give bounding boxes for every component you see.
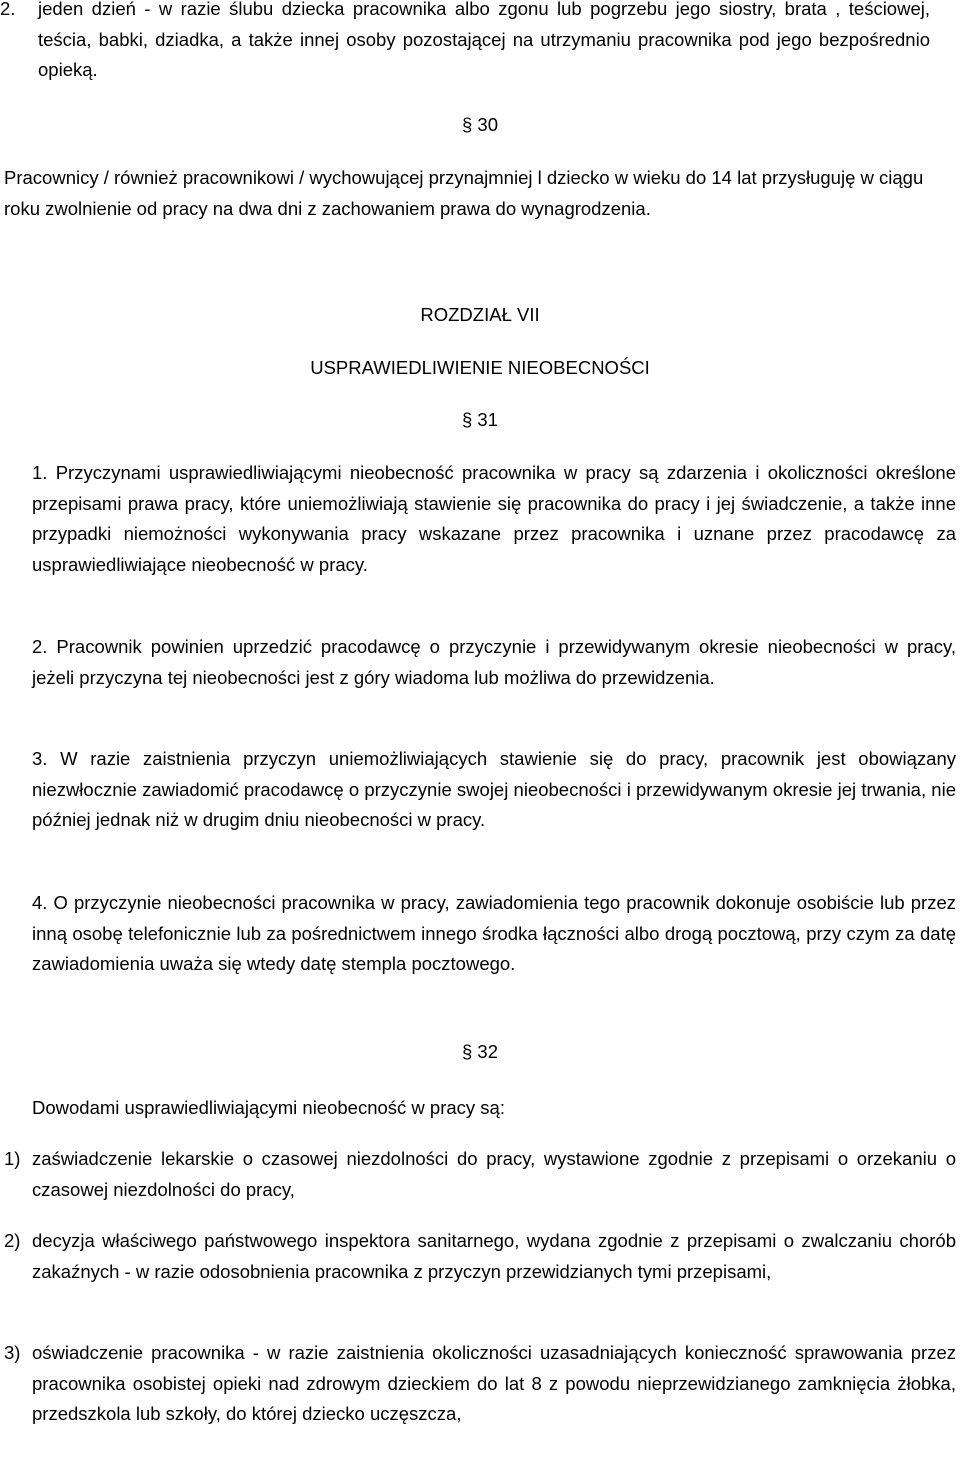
list-item-text: decyzja właściwego państwowego inspektora sanitarnego, wydana zgodnie z przepisami o zwalczaniu chorób zakaźnych - w razie odosobnienia pracownika z przyczyn przewidzianych tymi przepisami, [32, 1230, 956, 1282]
section-31-heading: § 31 [0, 405, 960, 436]
list-item [4, 1338, 956, 1430]
section-31-point-2: 2. Pracownik powinien uprzedzić pracodawcę o przyczynie i przewidywanym okresie nieobecności w pracy, jeżeli przyczyna tej nieobecności jest z góry wiadoma lub możliwa do przewidzenia. [32, 636, 956, 688]
section-30-text: Pracownicy / również pracownikowi / wychowującej przynajmniej l dziecko w wieku do 14 lat przysługuję w ciągu roku zwolnienie od pracy na dwa dni z zachowaniem prawa do wynagrodzenia. [4, 167, 924, 219]
chapter-number: ROZDZIAŁ VII [420, 304, 540, 325]
section-32-heading: § 32 [0, 1037, 960, 1068]
list-item-number: 2) [4, 1230, 21, 1251]
section-32-intro: Dowodami usprawiedliwiającymi nieobecność w pracy są: [32, 1097, 505, 1118]
list-item [4, 1144, 956, 1205]
list-item [4, 1226, 956, 1287]
list-item-2 [0, 0, 930, 86]
section-31-point-1: 1. Przyczynami usprawiedliwiającymi nieobecność pracownika w pracy są zdarzenia i okoliczności określone przepisami prawa pracy, które uniemożliwiają stawienie się pracownika do pracy i jej świadczenie, a także inne przypadki niemożności wykonywania pracy wskazane przez pracownika i uznane przez pracodawcę za usprawiedliwiające nieobecność w pracy. [32, 462, 956, 575]
list-item-text: zaświadczenie lekarskie o czasowej niezdolności do pracy, wystawione zgodnie z przepisami o orzekaniu o czasowej niezdolności do pracy, [32, 1148, 956, 1200]
list-item-number: 2. [0, 0, 16, 19]
list-item-text: jeden dzień - w razie ślubu dziecka pracownika albo zgonu lub pogrzebu jego siostry, brata , teściowej, teścia, babki, dziadka, a także innej osoby pozostającej na utrzymaniu pracownika pod jego bezpośrednio opieką. [38, 0, 930, 80]
section-31-point-3: 3. W razie zaistnienia przyczyn uniemożliwiających stawienie się do pracy, pracownik jest obowiązany niezwłocznie zawiadomić pracodawcę o przyczynie swojej nieobecności i przewidywanym okresie jej trwania, nie później jednak niż w drugim dniu nieobecności w pracy. [32, 748, 956, 830]
chapter-title: USPRAWIEDLIWIENIE NIEOBECNOŚCI [310, 357, 650, 378]
list-item-number: 3) [4, 1342, 21, 1363]
list-item-number: 1) [4, 1148, 21, 1169]
section-30-heading: § 30 [0, 110, 960, 141]
list-item-text: oświadczenie pracownika - w razie zaistnienia okoliczności uzasadniających konieczność sprawowania przez pracownika osobistej opieki nad zdrowym dzieckiem do lat 8 z powodu nieprzewidzianego zamknięcia żłobka, przedszkola lub szkoły, do której dziecko uczęszcza, [32, 1342, 956, 1424]
section-31-point-4: 4. O przyczynie nieobecności pracownika w pracy, zawiadomienia tego pracownik dokonuje osobiście lub przez inną osobę telefonicznie lub za pośrednictwem innego środka łączności albo drogą pocztową, przy czym za datę zawiadomienia uważa się wtedy datę stempla pocztowego. [32, 892, 956, 974]
